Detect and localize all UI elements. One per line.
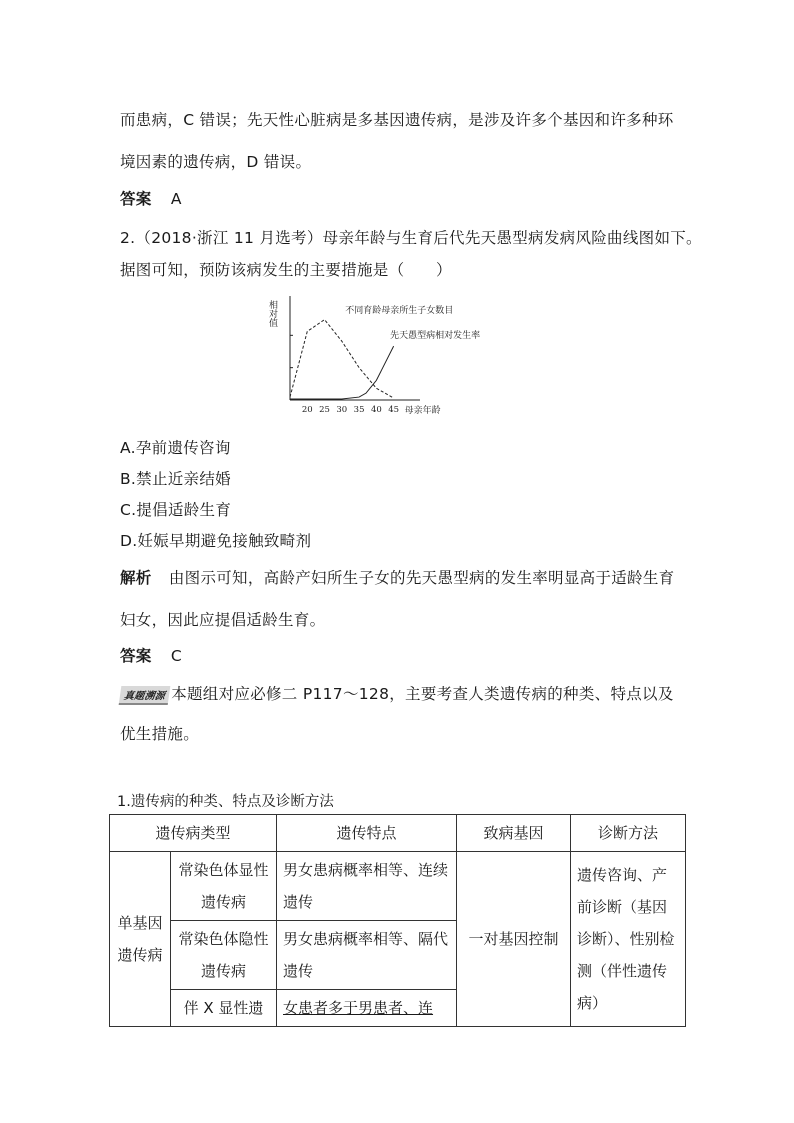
- x-tick-label: 25: [319, 405, 330, 415]
- table-header: 遗传特点: [277, 815, 457, 852]
- diagnosis-cell: 遗传咨询、产前诊断（基因诊断）、性别检测（伴性遗传病）: [571, 852, 686, 1027]
- y-axis-label: 相对值: [267, 300, 277, 327]
- solid-series-line: [290, 346, 394, 399]
- answer-label: 答案: [120, 190, 152, 208]
- type-cell: 伴 X 显性遗: [171, 990, 277, 1027]
- analysis-line-2: 妇女，因此应提倡适龄生育。: [120, 611, 326, 629]
- feature-cell: 男女患病概率相等、隔代遗传: [277, 921, 457, 990]
- option-c[interactable]: C.提倡适龄生育: [120, 501, 232, 519]
- type-cell: 常染色体隐性遗传病: [171, 921, 277, 990]
- paragraph-line-1: 而患病，C 错误；先天性心脏病是多基因遗传病，是涉及许多个基因和许多种环: [120, 111, 674, 129]
- feature-cell: 男女患病概率相等、连续遗传: [277, 852, 457, 921]
- answer-2: [120, 644, 182, 666]
- x-tick-label: 30: [336, 405, 348, 415]
- answer-1: [120, 187, 182, 209]
- x-tick-label: 35: [353, 405, 365, 415]
- feature-cell: 女患者多于男患者、连: [277, 990, 457, 1027]
- group-cell: 单基因遗传病: [110, 852, 171, 1027]
- type-cell: 常染色体显性遗传病: [171, 852, 277, 921]
- answer-value: C: [170, 647, 182, 665]
- x-tick-label: 20: [301, 405, 313, 415]
- x-axis-label: 母亲年龄: [404, 406, 441, 416]
- genetic-disease-table: [109, 814, 686, 1027]
- table-row: [110, 852, 686, 921]
- section-title: 1.遗传病的种类、特点及诊断方法: [117, 794, 334, 810]
- paragraph-line-2: 境因素的遗传病，D 错误。: [120, 153, 312, 171]
- legend-label: 不同育龄母亲所生子女数目: [345, 306, 454, 316]
- analysis-text-1: 由图示可知，高龄产妇所生子女的先天愚型病的发生率明显高于适龄生育: [168, 569, 675, 587]
- source-tag: 真题溯源: [119, 686, 171, 705]
- table-header: 诊断方法: [571, 815, 686, 852]
- question-2-line-1: 2.（2018·浙江 11 月选考）母亲年龄与生育后代先天愚型病发病风险曲线图如下。: [120, 229, 702, 247]
- chart-labels: [267, 299, 480, 416]
- option-a[interactable]: A.孕前遗传咨询: [120, 439, 231, 457]
- question-2-line-2: 据图可知，预防该病发生的主要措施是（ ）: [120, 261, 452, 279]
- option-b[interactable]: B.禁止近亲结婚: [120, 470, 231, 488]
- x-tick-label: 45: [388, 405, 400, 415]
- analysis-label: 解析: [120, 569, 152, 587]
- x-tick-label: 40: [370, 405, 382, 415]
- source-text-1: 本题组对应必修二 P117～128，主要考查人类遗传病的种类、特点以及: [171, 685, 674, 703]
- source-line-1: [120, 682, 674, 705]
- table-header: 遗传病类型: [110, 815, 277, 852]
- source-line-2: 优生措施。: [120, 725, 200, 743]
- chart-series: [290, 320, 394, 399]
- dashed-series-line: [290, 320, 394, 398]
- table-header: 致病基因: [457, 815, 571, 852]
- option-d[interactable]: D.妊娠早期避免接触致畸剂: [120, 532, 312, 550]
- answer-value: A: [170, 190, 182, 208]
- legend-label: 先天愚型病相对发生率: [390, 331, 481, 341]
- table-header-row: [110, 815, 686, 852]
- gene-cell: 一对基因控制: [457, 852, 571, 1027]
- analysis-line-1: [120, 566, 674, 588]
- risk-curve-chart: [262, 292, 532, 424]
- answer-label: 答案: [120, 647, 152, 665]
